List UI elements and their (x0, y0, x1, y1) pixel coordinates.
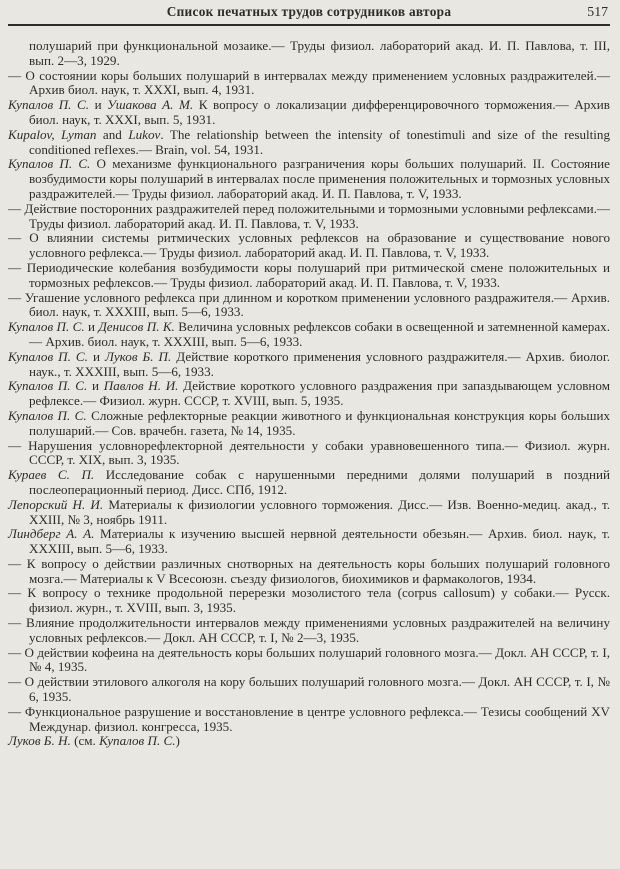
entry-author-name: Купалов П. С. (8, 407, 87, 423)
entry-text: Действие короткого условного раздражения при запаздывающем условном рефлексе.— Физиол. журн. СССР, т. XVIII, вып. 5, 1935. (29, 378, 611, 409)
entry-text: и (84, 319, 99, 335)
bibliography-entry (8, 320, 610, 350)
bibliography-entry (8, 468, 610, 498)
bibliography-entry (8, 350, 610, 380)
entry-text: (см. (70, 733, 100, 749)
bibliography-entry (8, 379, 610, 409)
entry-text: Сложные рефлекторные реакции животного и функциональная конструкция коры больших полушарий.— Сов. врачебн. газета, № 14, 1935. (29, 407, 610, 438)
bibliography-entry (8, 557, 610, 587)
entry-text: К вопросу о локализации дифференцировочного торможения.— Архив биол. наук, т. XXXI, вып. 5, 1931. (29, 97, 610, 127)
entry-text: Величина условных рефлексов собаки в освещенной и затемненной камерах.— Архив. биол. наук, т. XXXIII, вып. 5—6, 1933. (29, 319, 610, 349)
entry-author-name: Купалов П. С. (8, 378, 88, 394)
bibliography-entry (8, 231, 610, 261)
bibliography-entry (8, 734, 610, 749)
bibliography-entry (8, 705, 610, 735)
entry-text: — Нарушения условнорефлекторной деятельности у собаки уравновешенного типа.— Физиол. журн. СССР, т. XIX, вып. 3, 1935. (8, 437, 610, 468)
entry-author-name: Луков Б. П. (104, 348, 172, 364)
bibliography-entry (8, 527, 610, 557)
entry-author-name: Кураев С. П. (8, 467, 95, 483)
bibliography-entry (8, 291, 610, 321)
entry-author-name: Купалов П. С. (8, 348, 88, 364)
entry-text: — О действии кофеина на деятельность коры больших полушарий головного мозга.— Докл. АН СССР, т. I, № 4, 1935. (8, 644, 610, 675)
bibliography-entry (8, 586, 610, 616)
header-rule (8, 24, 610, 26)
bibliography-entry (8, 409, 610, 439)
bibliography-entry (8, 128, 610, 158)
bibliography-entry (8, 498, 610, 528)
bibliography-entry (8, 646, 610, 676)
bibliography-entry (8, 675, 610, 705)
entry-text: О механизме функционального разграничения коры больших полушарий. II. Состояние возбудимости коры полушарий в интервалах после применения положительных и тормозных условных раздражителей.— Труды физиол. лабораторий акад. И. П. Павлова, т. V, 1933. (29, 156, 610, 201)
entry-text: and (96, 126, 129, 142)
bibliography-list (8, 39, 610, 749)
entry-text: — О состоянии коры больших полушарий в интервалах между применением условных раздражителей.— Архив биол. наук, т. XXXI, вып. 4, 1931. (8, 67, 610, 98)
page-header (8, 4, 610, 21)
bibliography-entry (8, 157, 610, 201)
entry-author-name: Денисов П. К. (98, 319, 175, 335)
entry-text: и (87, 348, 105, 364)
entry-text: — К вопросу о технике продольной перерезки мозолистого тела (corpus callosum) у собаки.— Русск. физиол. журн., т. XVIII, вып. 3, 1935. (8, 585, 610, 616)
entry-text: . The relationship between the intensity of tonestimuli and size of the resulting conditioned reflexes.— Brain, vol. 54, 1931. (29, 126, 611, 157)
bibliography-entry (8, 69, 610, 99)
entry-author-name: Lukov (128, 126, 161, 142)
entry-text: — Периодические колебания возбудимости коры полушарий при ритмической смене положительных и тормозных рефлексов.— Труды физиол. лабораторий акад. И. П. Павлова, т. V, 1933. (8, 259, 610, 290)
entry-author-name: Kupalov, Lyman (8, 126, 97, 142)
entry-text: — Влияние продолжительности интервалов между применениями условных раздражителей на величину условных рефлексов.— Докл. АН СССР, т. I, № 2—3, 1935. (8, 615, 610, 645)
entry-text: — К вопросу о действии различных снотворных на деятельность коры больших полушарий головного мозга.— Материалы к V Всесоюзн. съезду физиологов, биохимиков и фармакологов, 1934. (8, 555, 610, 586)
entry-author-name: Купалов П. С. (8, 319, 85, 335)
entry-text: и (87, 378, 104, 394)
entry-text: и (89, 97, 108, 113)
entry-author-name: Купалов П. С. (8, 156, 91, 172)
entry-text: Исследование собак с нарушенными передними долями полушарий в поздний послеоперационный период. Дисс. СПб, 1912. (29, 467, 610, 497)
bibliography-entry (8, 616, 610, 646)
entry-author-name: Павлов Н. И. (103, 378, 179, 394)
running-head-title: Список печатных трудов сотрудников автора (166, 4, 452, 19)
page-number: 517 (587, 4, 608, 19)
entry-text: Материалы к физиологии условного торможения. Дисс.— Изв. Военно-медиц. акад., т. XXIII, № 3, ноябрь 1911. (29, 496, 610, 527)
bibliography-entry (8, 202, 610, 232)
entry-text: — Угашение условного рефлекса при длинном и коротком применении условного раздражителя.— Архив. биол. наук, т. XXXIII, вып. 5—6, 1933. (8, 289, 610, 320)
bibliography-entry (8, 39, 610, 69)
entry-author-name: Купалов П. С. (8, 97, 90, 113)
entry-text: ) (175, 733, 180, 749)
entry-text: — Действие посторонних раздражителей перед положительными и тормозными условными рефлексами.— Труды физиол. лабораторий акад. И. П. Павлова, т. V, 1933. (8, 200, 610, 231)
bibliography-entry (8, 261, 610, 291)
entry-author-name: Ушакова А. М. (107, 97, 194, 113)
entry-text: — Функциональное разрушение и восстановление в центре условного рефлекса.— Тезисы сообщений XV Междунар. физиол. конгресса, 1935. (8, 703, 610, 734)
entry-author-name: Луков Б. Н. (8, 733, 71, 749)
entry-text: полушарий при функциональной мозаике.— Труды физиол. лабораторий акад. И. П. Павлова, т. III, вып. 2—3, 1929. (29, 38, 610, 68)
bibliography-entry (8, 439, 610, 469)
entry-text: — О действии этилового алкоголя на кору больших полушарий головного мозга.— Докл. АН СССР, т. I, № 6, 1935. (8, 674, 610, 705)
entry-author-name: Лепорский Н. И. (8, 496, 104, 512)
bibliography-entry (8, 98, 610, 128)
entry-author-name: Линдберг А. А. (8, 526, 95, 542)
entry-text: Действие короткого применения условного раздражителя.— Архив. биолог. наук., т. XXXIII, вып. 5—6, 1933. (29, 348, 610, 379)
entry-author-name: Купалов П. С. (99, 733, 176, 749)
entry-text: Материалы к изучению высшей нервной деятельности обезьян.— Архив. биол. наук, т. XXXIII, вып. 5—6, 1933. (29, 526, 610, 557)
entry-text: — О влиянии системы ритмических условных рефлексов на образование и существование нового условного рефлекса.— Труды физиол. лабораторий акад. И. П. Павлова, т. V, 1933. (8, 230, 610, 261)
